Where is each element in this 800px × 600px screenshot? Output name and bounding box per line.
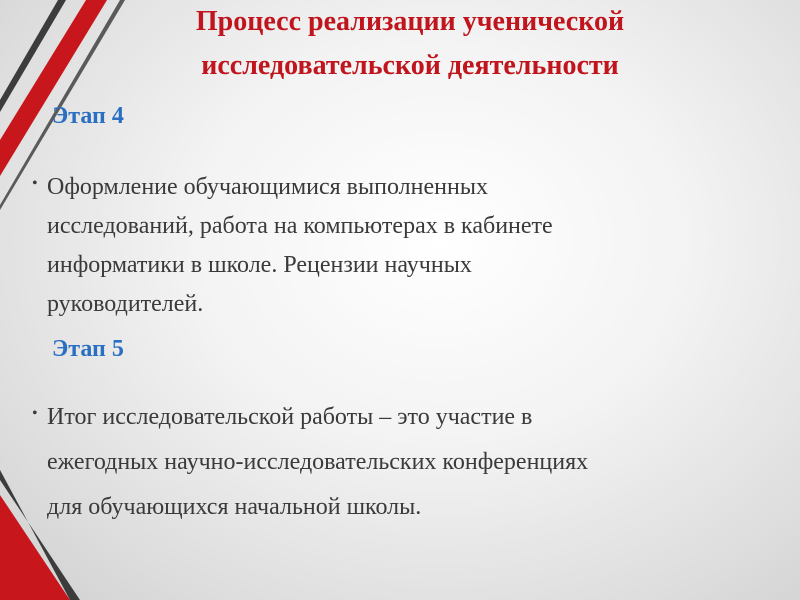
bullet1-line-3: информатики в школе. Рецензии научных bbox=[47, 252, 472, 278]
bullet2-line-2: ежегодных научно-исследовательских конференциях bbox=[47, 449, 589, 475]
slide-title bbox=[110, 0, 710, 88]
title-line-2: исследовательской деятельности bbox=[201, 50, 619, 81]
stage-5-heading: Этап 5 bbox=[52, 336, 124, 362]
bullet-item-stage-4 bbox=[32, 168, 752, 324]
red-stripe-top bbox=[0, 0, 107, 176]
bullet1-line-1: Оформление обучающимися выполненных bbox=[47, 174, 488, 200]
bullet1-line-4: руководителей. bbox=[47, 291, 204, 317]
bullet1-line-2: исследований, работа на компьютерах в кабинете bbox=[47, 213, 553, 239]
bullet2-line-1: Итог исследовательской работы – это участие в bbox=[47, 404, 533, 430]
title-line-1: Процесс реализации ученической bbox=[195, 6, 625, 37]
bullet2-line-3: для обучающихся начальной школы. bbox=[47, 494, 422, 520]
bullet-point-icon: • bbox=[32, 405, 38, 422]
bullet-point-icon: • bbox=[32, 175, 38, 192]
bullet-item-stage-5 bbox=[32, 395, 752, 530]
stage-4-heading: Этап 4 bbox=[52, 103, 124, 129]
